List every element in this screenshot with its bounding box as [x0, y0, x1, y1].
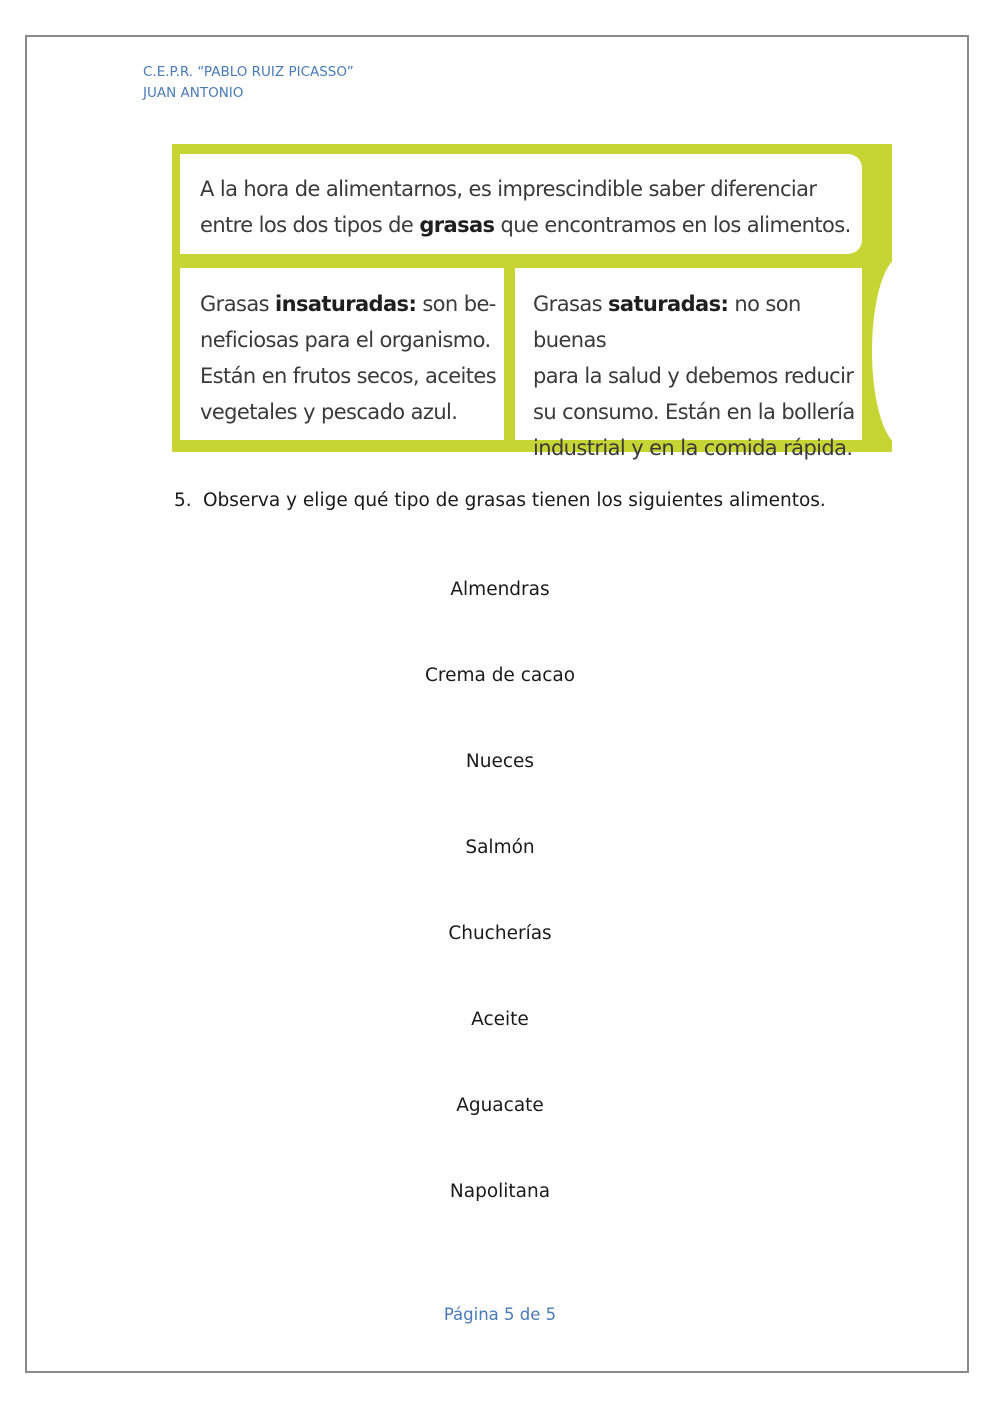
food-item-napolitana[interactable]: Napolitana: [449, 1181, 551, 1202]
info-intro-panel: [180, 154, 862, 254]
page-number: Página 5 de 5: [443, 1305, 557, 1324]
unsaturated-line-4: vegetales y pescado azul.: [200, 400, 458, 424]
food-item-chucherias[interactable]: Chucherías: [448, 923, 552, 944]
food-item-aceite[interactable]: Aceite: [471, 1009, 529, 1030]
food-item-aguacate[interactable]: Aguacate: [456, 1095, 544, 1116]
unsaturated-line-3: Están en frutos secos, aceites: [200, 364, 497, 388]
unsaturated-keyword: insaturadas:: [275, 292, 417, 316]
document-header: [143, 62, 354, 104]
intro-line-2-end: que encontramos en los alimentos.: [494, 213, 851, 237]
question-5: [174, 490, 826, 511]
food-item-crema-de-cacao[interactable]: Crema de cacao: [424, 665, 576, 686]
saturated-line-1-start: Grasas: [533, 292, 609, 316]
school-name: C.E.P.R. “PABLO RUIZ PICASSO”: [143, 64, 354, 80]
saturated-line-1: [533, 286, 862, 358]
unsaturated-line-1-end: son be-: [416, 292, 496, 316]
food-item-almendras[interactable]: Almendras: [450, 579, 550, 600]
intro-keyword-grasas: grasas: [419, 213, 495, 237]
unsaturated-line-2: neficiosas para el organismo.: [200, 328, 491, 352]
unsaturated-fats-panel: [180, 268, 504, 440]
unsaturated-line-1: [200, 286, 504, 322]
food-item-nueces[interactable]: Nueces: [465, 751, 535, 772]
saturated-line-3: su consumo. Están en la bollería: [533, 400, 855, 424]
teacher-name: JUAN ANTONIO: [143, 85, 244, 101]
saturated-line-2: para la salud y debemos reducir: [533, 364, 854, 388]
intro-line-1: A la hora de alimentarnos, es imprescindible saber diferenciar: [200, 177, 817, 201]
question-text: Observa y elige qué tipo de grasas tienen los siguientes alimentos.: [203, 490, 826, 511]
saturated-fats-panel: [515, 268, 862, 460]
food-item-salmon[interactable]: Salmón: [465, 837, 535, 858]
intro-line-2: [200, 207, 862, 243]
saturated-line-4: industrial y en la comida rápida.: [533, 436, 853, 460]
fats-info-box: [172, 144, 892, 460]
saturated-line-1-end: no son buenas: [533, 292, 801, 352]
info-box-notch: [872, 256, 932, 446]
intro-line-2-start: entre los dos tipos de: [200, 213, 420, 237]
unsaturated-line-1-start: Grasas: [200, 292, 276, 316]
food-list: [0, 575, 1000, 1263]
question-number: 5.: [174, 490, 192, 511]
saturated-keyword: saturadas:: [608, 292, 729, 316]
